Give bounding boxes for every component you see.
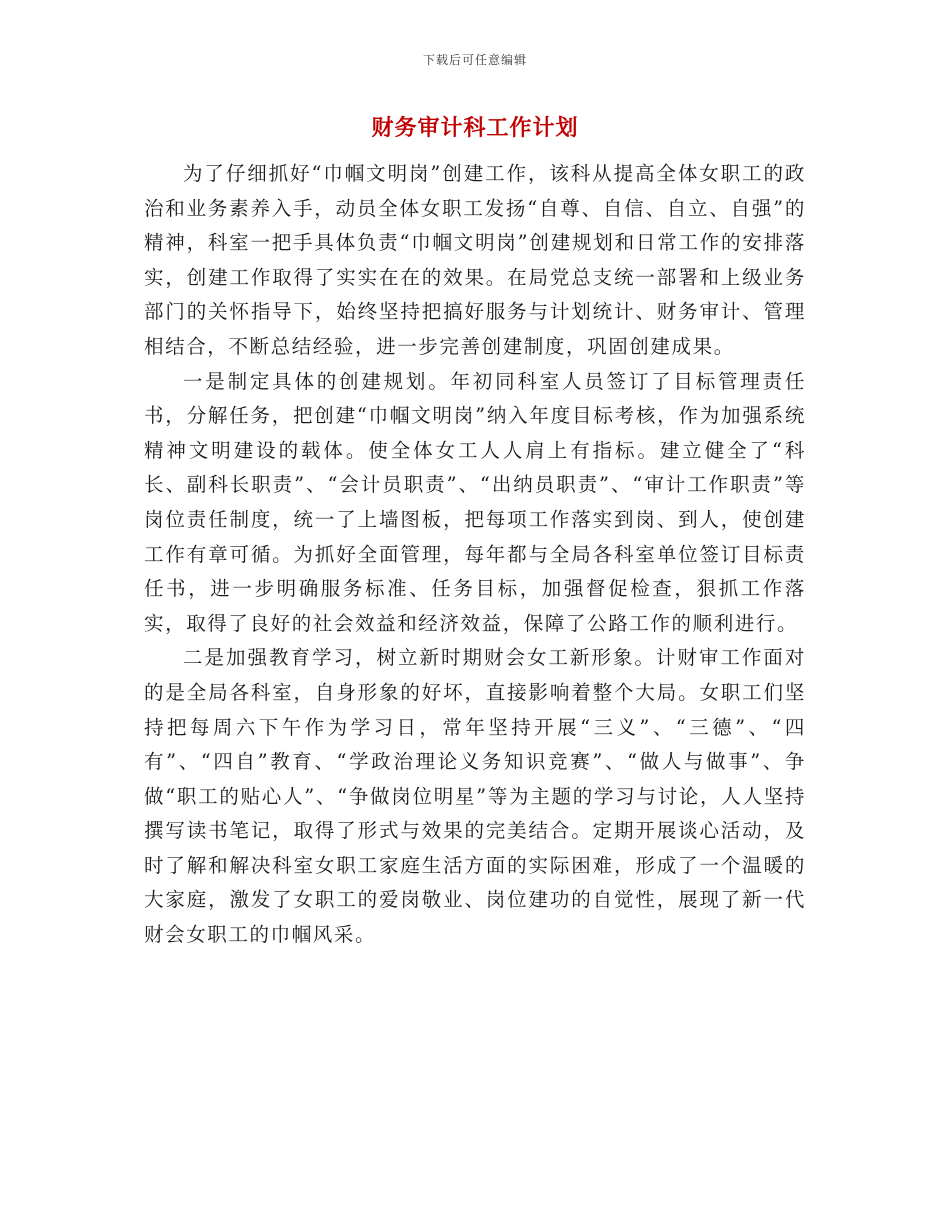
document-title: 财务审计科工作计划 — [371, 115, 579, 141]
paragraph-education: 二是加强教育学习，树立新时期财会女工新形象。计财审工作面对的是全局各科室，自身形象的好坏，直接影响着整个大局。女职工们坚持把每周六下午作为学习日，常年坚持开展“三义”、“三德”、“四有”、“四自”教育、“学政治理论义务知识竞赛”、“做人与做事”、争做“职工的贴心人”、“争做岗位明星”等为主题的学习与讨论，人人坚持撰写读书笔记，取得了形式与效果的完美结合。定期开展谈心活动，及时了解和解决科室女职工家庭生活方面的实际困难，形成了一个温暖的大家庭，激发了女职工的爱岗敬业、岗位建功的自觉性，展现了新一代财会女职工的巾帼风采。 — [144, 646, 806, 947]
paragraph-planning: 一是制定具体的创建规划。年初同科室人员签订了目标管理责任书，分解任务，把创建“巾帼文明岗”纳入年度目标考核，作为加强系统精神文明建设的载体。使全体女工人人肩上有指标。建立健全了“科长、副科长职责”、“会计员职责”、“出纳员职责”、“审计工作职责”等岗位责任制度，统一了上墙图板，把每项工作落实到岗、到人，使创建工作有章可循。为抓好全面管理，每年都与全局各科室单位签订目标责任书，进一步明确服务标准、任务目标，加强督促检查，狠抓工作落实，取得了良好的社会效益和经济效益，保障了公路工作的顺利进行。 — [144, 369, 806, 635]
paragraph-intro: 为了仔细抓好“巾帼文明岗”创建工作，该科从提高全体女职工的政治和业务素养入手，动员全体女职工发扬“自尊、自信、自立、自强”的精神，科室一把手具体负责“巾帼文明岗”创建规划和日常工作的安排落实，创建工作取得了实实在在的效果。在局党总支统一部署和上级业务部门的关怀指导下，始终坚持把搞好服务与计划统计、财务审计、管理相结合，不断总结经验，进一步完善创建制度，巩固创建成果。 — [144, 162, 806, 358]
header-note: 下载后可任意编辑 — [422, 53, 527, 67]
document-body — [144, 157, 806, 953]
